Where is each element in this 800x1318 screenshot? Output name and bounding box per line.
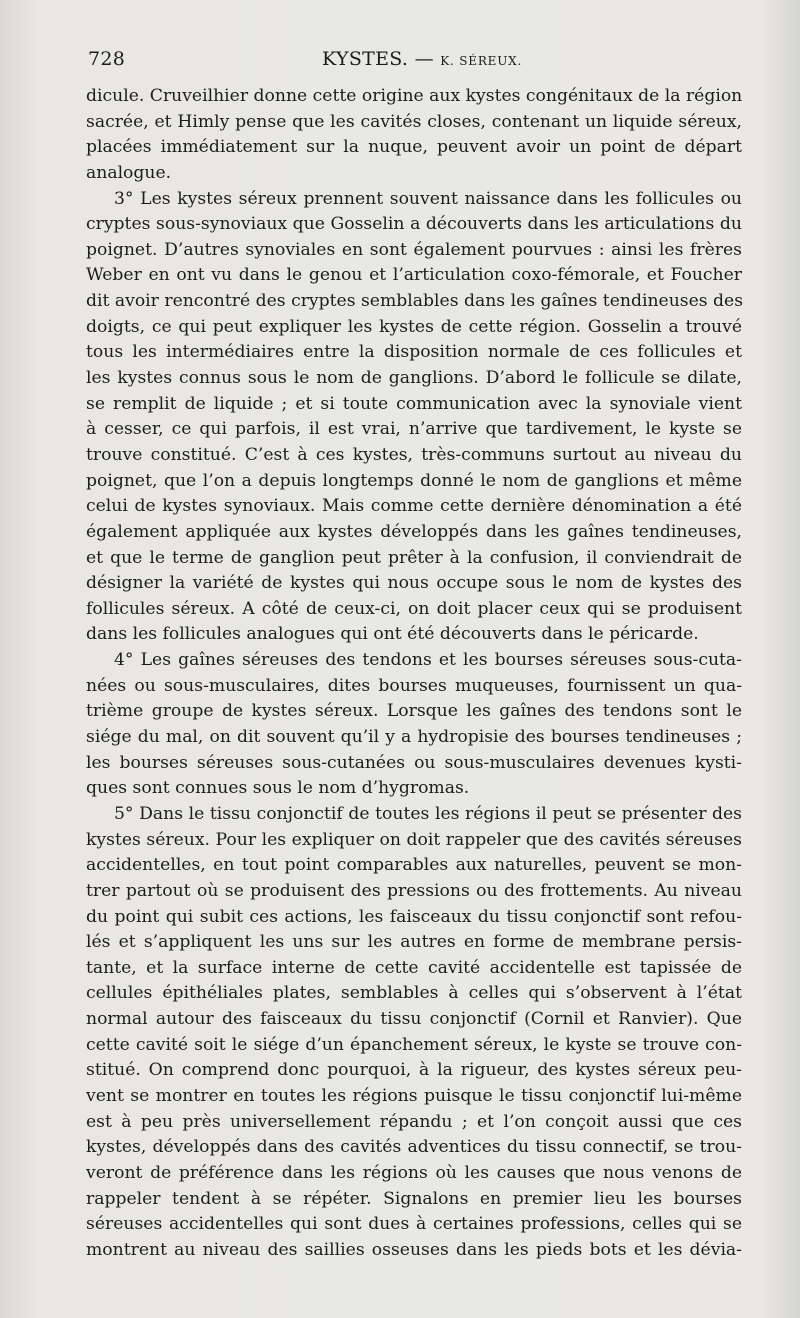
text-line: désigner la variété de kystes qui nous occupe sous le nom de kystes des xyxy=(86,573,742,594)
text-line: trouve constitué. C’est à ces kystes, très-communs surtout au niveau du xyxy=(86,444,742,465)
header-subtitle: K. SÉREUX. xyxy=(440,54,523,68)
text-line: les kystes connus sous le nom de ganglions. D’abord le follicule se dilate, xyxy=(86,368,742,389)
text-line: accidentelles, en tout point comparables aux naturelles, peuvent se mon- xyxy=(86,855,742,876)
running-title xyxy=(322,48,522,70)
text-line: placées immédiatement sur la nuque, peuvent avoir un point de départ xyxy=(86,137,742,158)
text-line: montrent au niveau des saillies osseuses dans les pieds bots et les dévia- xyxy=(86,1239,742,1260)
running-header xyxy=(86,48,742,78)
text-line: les bourses séreuses sous-cutanées ou sous-musculaires devenues kysti- xyxy=(86,752,742,773)
text-line: lés et s’appliquent les uns sur les autres en forme de membrane persis- xyxy=(86,932,742,953)
text-line: séreuses accidentelles qui sont dues à certaines professions, celles qui se xyxy=(86,1214,742,1235)
text-line: trième groupe de kystes séreux. Lorsque les gaînes des tendons sont le xyxy=(86,701,742,722)
text-line: dicule. Cruveilhier donne cette origine aux kystes congénitaux de la région xyxy=(86,86,743,106)
text-line: Weber en ont vu dans le genou et l’articulation coxo-fémorale, et Foucher xyxy=(86,265,742,286)
text-line: celui de kystes synoviaux. Mais comme cette dernière dénomination a été xyxy=(86,496,742,517)
text-line: dans les follicules analogues qui ont été découverts dans le péricarde. xyxy=(86,624,699,645)
text-line: nées ou sous-musculaires, dites bourses muqueuses, fournissent un qua- xyxy=(86,675,742,696)
text-line: doigts, ce qui peut expliquer les kystes de cette région. Gosselin a trouvé xyxy=(86,316,742,337)
text-line: vent se montrer en toutes les régions puisque le tissu conjonctif lui-même xyxy=(86,1085,742,1106)
text-line: veront de préférence dans les régions où les causes que nous venons de xyxy=(86,1162,742,1183)
page-number: 728 xyxy=(88,48,126,70)
text-line: dit avoir rencontré des cryptes semblables dans les gaînes tendineuses des xyxy=(86,291,744,312)
header-dash: — xyxy=(414,48,434,70)
text-line: cette cavité soit le siége d’un épanchement séreux, le kyste se trouve con- xyxy=(86,1034,742,1055)
text-line: siége du mal, on dit souvent qu’il y a hydropisie des bourses tendineuses ; xyxy=(86,727,742,748)
text-line: cellules épithéliales plates, semblables à celles qui s’observent à l’état xyxy=(86,983,742,1004)
text-line: ques sont connues sous le nom d’hygromas. xyxy=(86,778,470,799)
text-line: et que le terme de ganglion peut prêter à la confusion, il conviendrait de xyxy=(86,547,742,568)
text-line: kystes, développés dans des cavités adventices du tissu connectif, se trou- xyxy=(86,1137,742,1158)
text-line: poignet. D’autres synoviales en sont également pourvues : ainsi les frères xyxy=(86,239,742,260)
text-line: tante, et la surface interne de cette cavité accidentelle est tapissée de xyxy=(86,957,742,978)
text-line: cryptes sous-synoviaux que Gosselin a découverts dans les articulations du xyxy=(86,214,742,235)
body-text xyxy=(86,84,742,1263)
text-line: kystes séreux. Pour les expliquer on doit rappeler que des cavités séreuses xyxy=(86,829,742,850)
text-line: analogue. xyxy=(86,162,172,183)
text-line: se remplit de liquide ; et si toute communication avec la synoviale vient xyxy=(86,393,742,414)
text-line: du point qui subit ces actions, les faisceaux du tissu conjonctif sont refou- xyxy=(86,906,742,927)
text-line: est à peu près universellement répandu ; et l’on conçoit aussi que ces xyxy=(86,1111,742,1132)
text-line: rappeler tendent à se répéter. Signalons en premier lieu les bourses xyxy=(86,1188,742,1209)
header-title: KYSTES. xyxy=(322,48,409,70)
text-line: tous les intermédiaires entre la disposition normale de ces follicules et xyxy=(86,342,742,363)
text-line: normal autour des faisceaux du tissu conjonctif (Cornil et Ranvier). Que xyxy=(86,1009,742,1030)
text-line: à cesser, ce qui parfois, il est vrai, n’arrive que tardivement, le kyste se xyxy=(86,419,742,440)
text-line: follicules séreux. A côté de ceux-ci, on doit placer ceux qui se produisent xyxy=(86,598,742,619)
text-line: poignet, que l’on a depuis longtemps donné le nom de ganglions et même xyxy=(86,470,742,491)
text-line: sacrée, et Himly pense que les cavités closes, contenant un liquide séreux, xyxy=(86,111,742,132)
text-line: trer partout où se produisent des pressions ou des frottements. Au niveau xyxy=(86,880,742,901)
paragraph-5-start: 5° Dans le tissu conjonctif de toutes les régions il peut se présenter des xyxy=(114,803,742,824)
text-line: stitué. On comprend donc pourquoi, à la rigueur, des kystes séreux peu- xyxy=(86,1060,742,1081)
text-line: également appliquée aux kystes développés dans les gaînes tendineuses, xyxy=(86,521,742,542)
paragraph-4-start: 4° Les gaînes séreuses des tendons et les bourses séreuses sous-cuta- xyxy=(114,650,742,671)
paragraph-3-start: 3° Les kystes séreux prennent souvent naissance dans les follicules ou xyxy=(114,188,742,209)
